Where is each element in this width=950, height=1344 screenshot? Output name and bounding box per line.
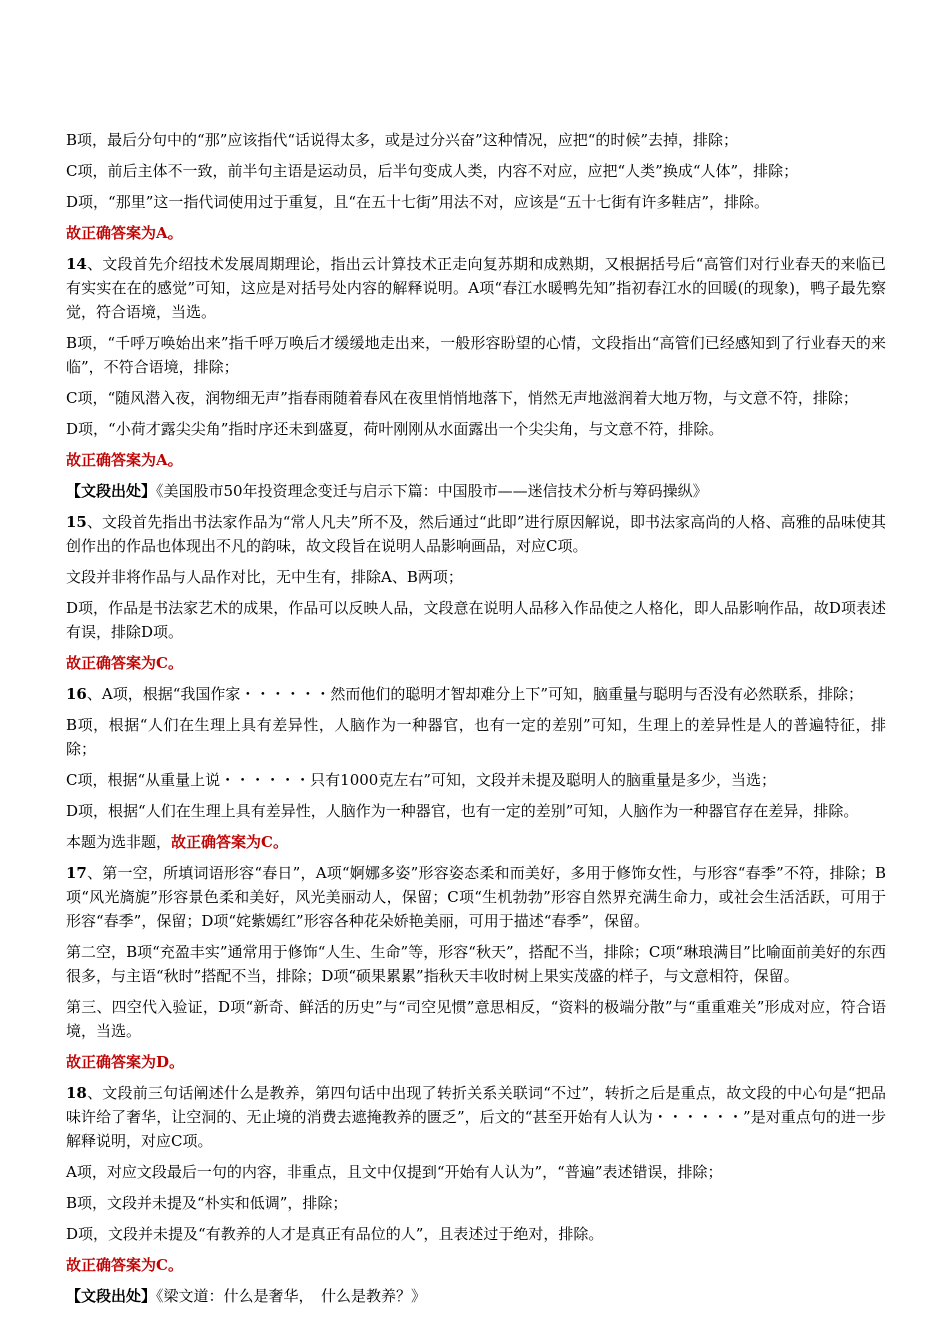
paragraph-text: D项，“小荷才露尖尖角”指时序还未到盛夏，荷叶刚刚从水面露出一个尖尖角，与文意不符，排除。 — [66, 420, 724, 438]
question-explanation — [66, 510, 886, 558]
question-number: 17 — [66, 864, 87, 882]
paragraph-text: 第二空，B项“充盈丰实”通常用于修饰“人生、生命”等，形容“秋天”，搭配不当，排除；C项“琳琅满目”比喻面前美好的东西很多，与主语“秋时”搭配不当，排除；D项“硕果累累”指秋天丰收时树上果实茂盛的样子，与文意相符，保留。 — [66, 943, 886, 985]
explanation-paragraph — [66, 768, 886, 792]
question-explanation — [66, 1081, 886, 1153]
explanation-paragraph — [66, 799, 886, 823]
explanation-paragraph — [66, 1191, 886, 1215]
paragraph-text: 、文段首先指出书法家作品为“常人凡夫”所不及，然后通过“此即”进行原因解说，即书法家高尚的人格、高雅的品味使其创作出的作品也体现出不凡的韵味，故文段旨在说明人品影响画品，对应C项。 — [66, 513, 886, 555]
answer-line: 故正确答案为D。 — [66, 1053, 185, 1071]
explanation-paragraph — [66, 190, 886, 214]
paragraph-text: C项，前后主体不一致，前半句主语是运动员，后半句变成人类，内容不对应，应把“人类”换成“人体”，排除； — [66, 162, 799, 180]
paragraph-text: 第三、四空代入验证，D项“新奇、鲜活的历史”与“司空见惯”意思相反，“资料的极端分散”与“重重难关”形成对应，符合语境，当选。 — [66, 998, 886, 1040]
paragraph-text: D项，文段并未提及“有教养的人才是真正有品位的人”，且表述过于绝对，排除。 — [66, 1225, 604, 1243]
source-title: 《美国股市50年投资理念变迁与启示下篇：中国股市——迷信技术分析与筹码操纵》 — [156, 482, 708, 500]
explanation-paragraph — [66, 596, 886, 644]
paragraph-text: 、第一空，所填词语形容“春日”，A项“婀娜多姿”形容姿态柔和而美好，多用于修饰女性，与形容“春季”不符，排除；B项“风光旖旎”形容景色柔和美好，风光美丽动人，保留；C项“生机勃勃”形容自然界充满生命力，或社会生活活跃，可用于形容“春季”，保留；D项“姹紫嫣红”形容各种花朵娇艳美丽，可用于描述“春季”，保留。 — [66, 864, 886, 930]
paragraph-text: D项，“那里”这一指代词使用过于重复，且“在五十七街”用法不对，应该是“五十七街有许多鞋店”，排除。 — [66, 193, 770, 211]
answer-inline: 故正确答案为C。 — [171, 833, 288, 851]
explanation-paragraph — [66, 1160, 886, 1184]
paragraph-text: B项，“千呼万唤始出来”指千呼万唤后才缓缓地走出来，一般形容盼望的心情，文段指出“高管们已经感知到了行业春天的来临”，不符合语境，排除； — [66, 334, 886, 376]
paragraph-text: C项，“随风潜入夜，润物细无声”指春雨随着春风在夜里悄悄地落下，悄然无声地滋润着大地万物，与文意不符，排除； — [66, 389, 858, 407]
question-explanation — [66, 252, 886, 324]
question-explanation — [66, 861, 886, 933]
question-number: 18 — [66, 1084, 87, 1102]
answer-line: 故正确答案为C。 — [66, 654, 183, 672]
source-citation — [66, 479, 886, 503]
explanation-paragraph — [66, 128, 886, 152]
paragraph-text: 本题为选非题， — [66, 833, 172, 851]
paragraph-text: C项，根据“从重量上说・・・・・・只有1000克左右”可知，文段并未提及聪明人的脑重量是多少，当选； — [66, 771, 776, 789]
question-number: 14 — [66, 255, 87, 273]
explanation-paragraph — [66, 159, 886, 183]
paragraph-text: B项，根据“人们在生理上具有差异性，人脑作为一种器官，也有一定的差别”可知，生理上的差异性是人的普遍特征，排除； — [66, 716, 886, 758]
explanation-paragraph — [66, 1222, 886, 1246]
explanation-paragraph — [66, 386, 886, 410]
paragraph-text: D项，根据“人们在生理上具有差异性，人脑作为一种器官，也有一定的差别”可知，人脑作为一种器官存在差异，排除。 — [66, 802, 859, 820]
paragraph-text: A项，对应文段最后一句的内容，非重点，且文中仅提到“开始有人认为”，“普遍”表述错误，排除； — [66, 1163, 723, 1181]
explanation-paragraph — [66, 940, 886, 988]
explanation-paragraph — [66, 331, 886, 379]
question-number: 15 — [66, 513, 87, 531]
answer-line: 故正确答案为A。 — [66, 451, 183, 469]
source-label: 【文段出处】 — [66, 482, 157, 500]
question-explanation — [66, 682, 886, 706]
source-citation — [66, 1284, 886, 1308]
source-title: 《梁文道：什么是奢华， 什么是教养？》 — [156, 1287, 427, 1305]
explanation-paragraph — [66, 713, 886, 761]
answer-explanations — [66, 128, 886, 1315]
explanation-paragraph — [66, 417, 886, 441]
paragraph-text: D项，作品是书法家艺术的成果，作品可以反映人品，文段意在说明人品移入作品使之人格化，即人品影响作品，故D项表述有误，排除D项。 — [66, 599, 886, 641]
paragraph-text: 、A项，根据“我国作家・・・・・・然而他们的聪明才智却难分上下”可知，脑重量与聪明与否没有必然联系，排除； — [86, 685, 864, 703]
explanation-paragraph — [66, 565, 886, 589]
answer-line: 故正确答案为C。 — [66, 1256, 183, 1274]
explanation-paragraph — [66, 995, 886, 1043]
paragraph-text: B项，文段并未提及“朴实和低调”，排除； — [66, 1194, 348, 1212]
explanation-paragraph — [66, 830, 886, 854]
answer-line: 故正确答案为A。 — [66, 224, 183, 242]
paragraph-text: 、文段首先介绍技术发展周期理论，指出云计算技术正走向复苏期和成熟期，又根据括号后“高管们对行业春天的来临已有实实在在的感觉”可知，这应是对括号处内容的解释说明。A项“春江水暖鸭先知”指初春江水的回暖(的现象)，鸭子最先察觉，符合语境，当选。 — [66, 255, 886, 321]
source-label: 【文段出处】 — [66, 1287, 157, 1305]
paragraph-text: 文段并非将作品与人品作对比，无中生有，排除A、B两项； — [66, 568, 463, 586]
question-number: 16 — [66, 685, 87, 703]
paragraph-text: B项，最后分句中的“那”应该指代“话说得太多，或是过分兴奋”这种情况，应把“的时候”去掉，排除； — [66, 131, 739, 149]
paragraph-text: 、文段前三句话阐述什么是教养，第四句话中出现了转折关系关联词“不过”，转折之后是重点，故文段的中心句是“把品味许给了奢华，让空洞的、无止境的消费去遮掩教养的匮乏”，后文的“甚至开始有人认为・・・・・・”是对重点句的进一步解释说明，对应C项。 — [66, 1084, 886, 1150]
